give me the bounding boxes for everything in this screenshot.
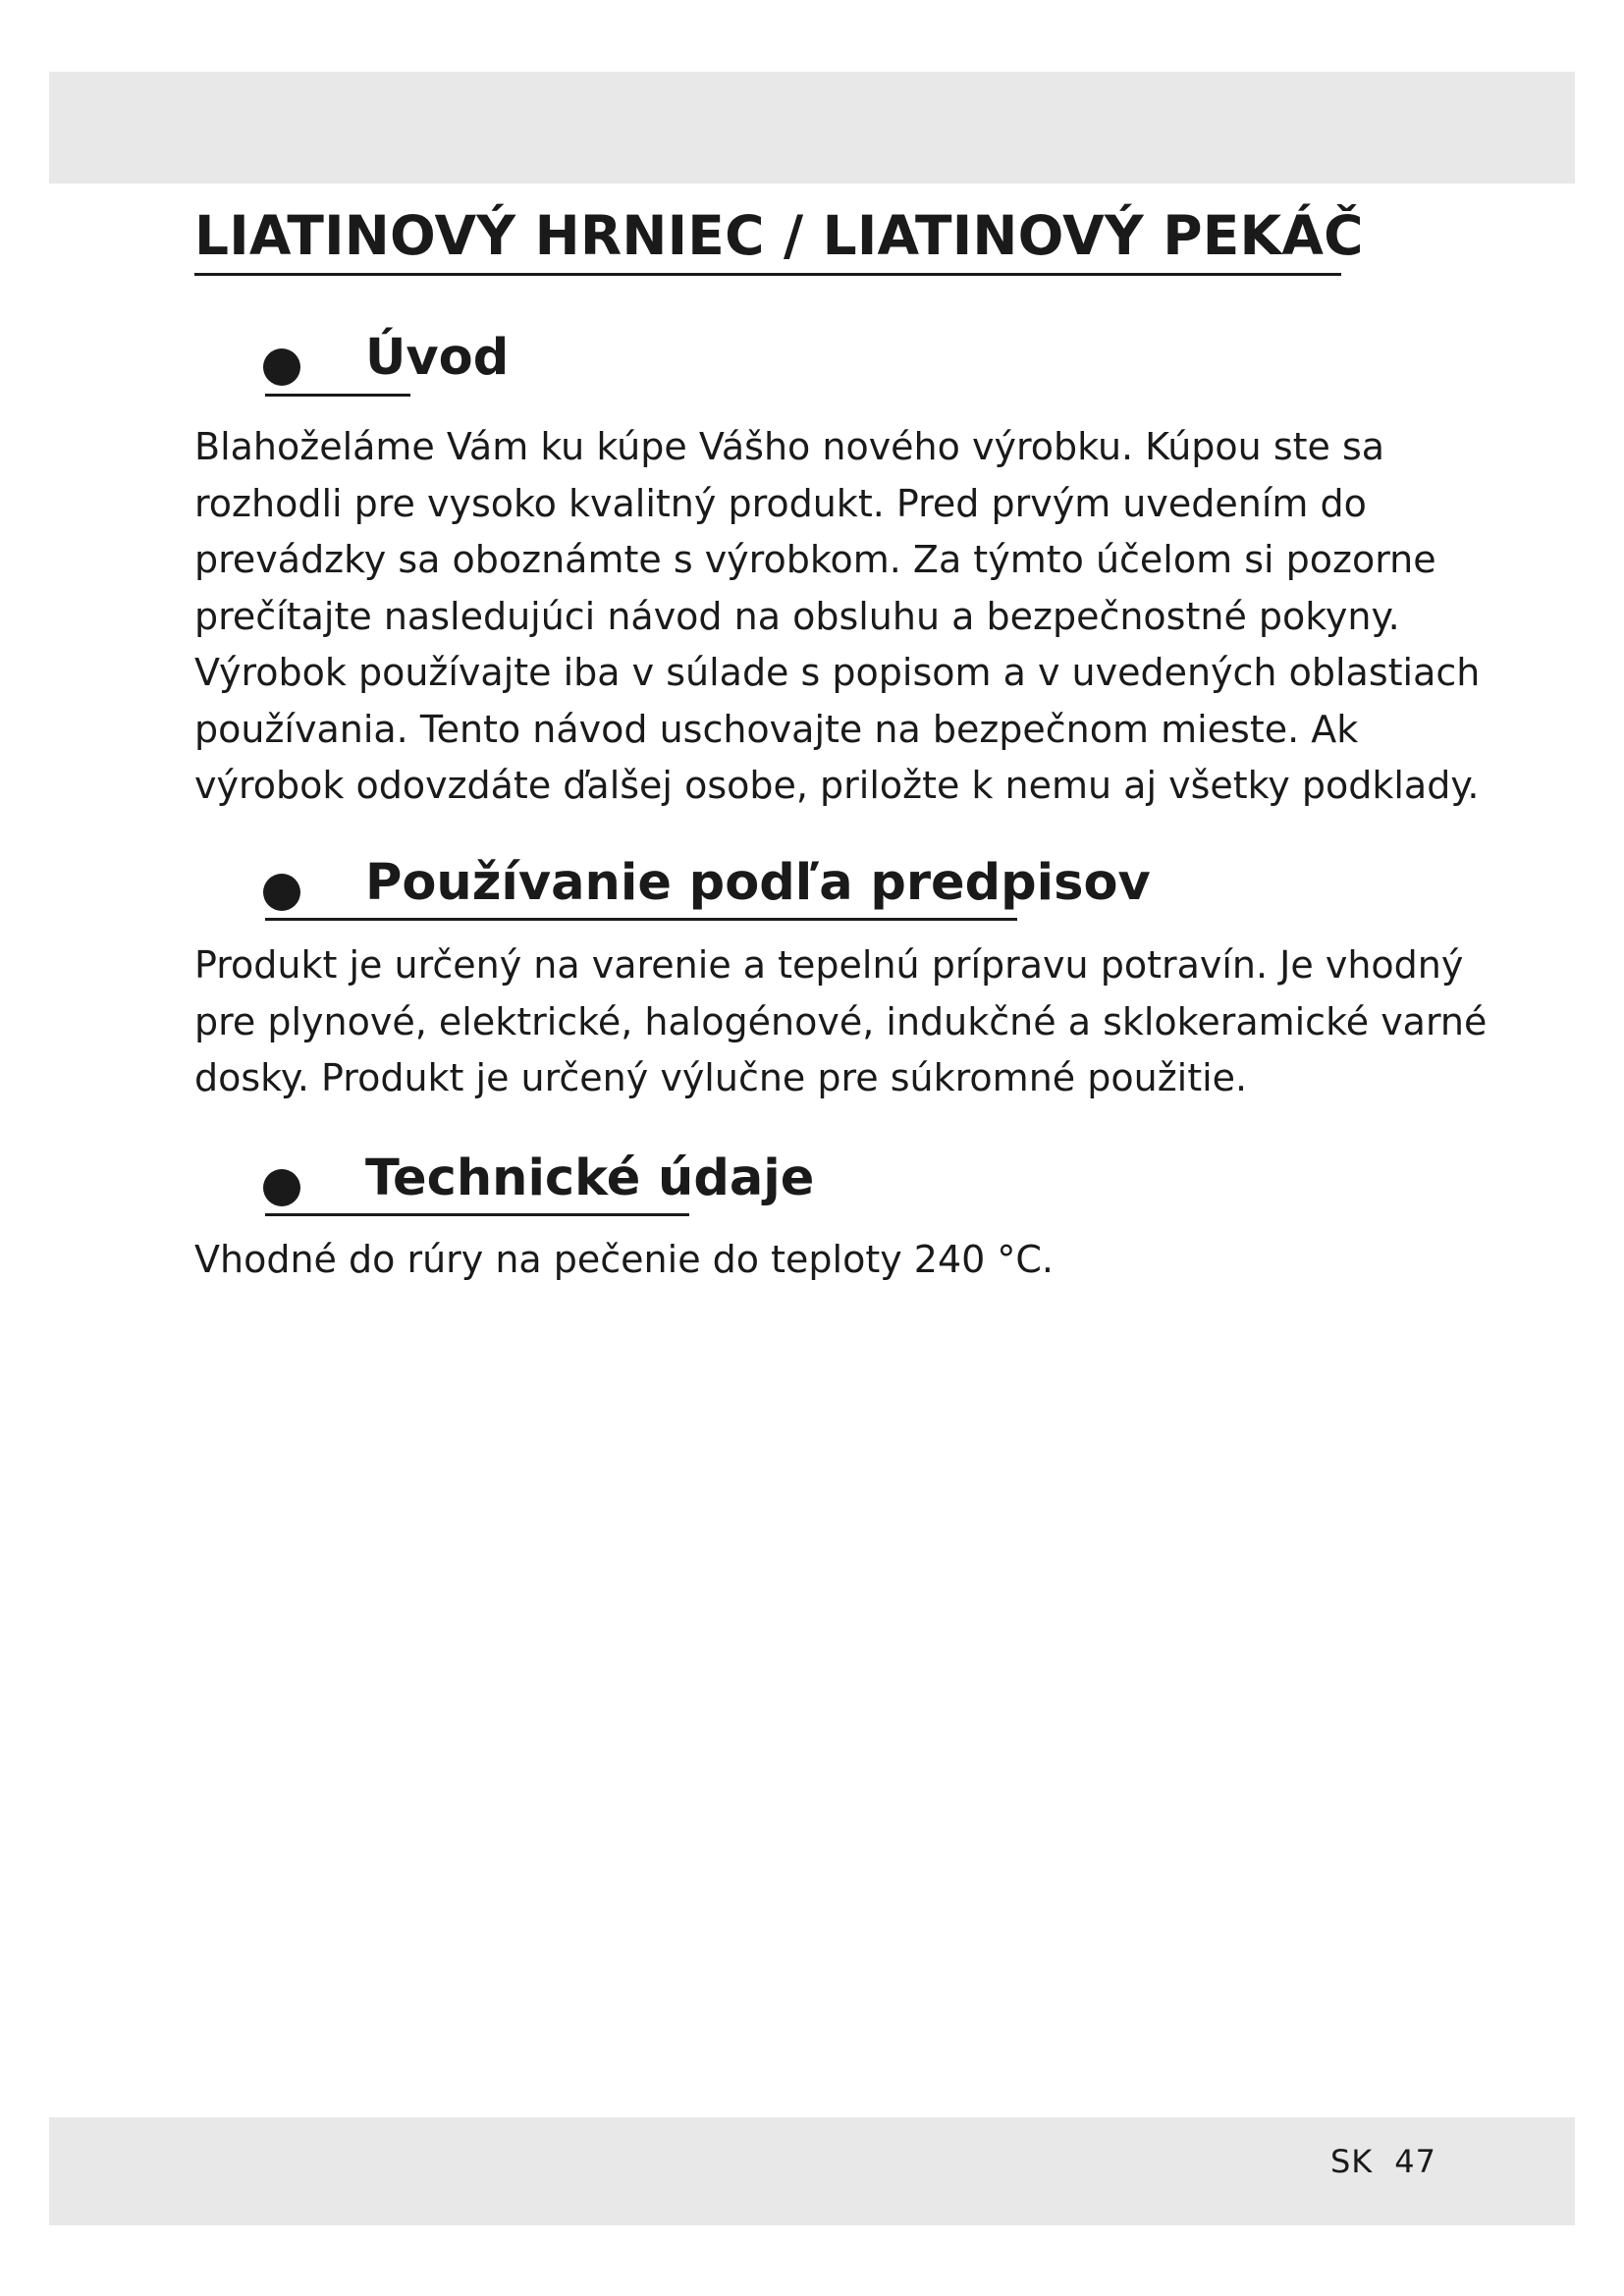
bullet-icon [263,1169,300,1206]
page-number [1330,2143,1436,2180]
section-heading-text: Technické údaje [365,1149,815,1207]
text-line: prečítajte nasledujúci návod na obsluhu a bezpečnostné pokyny. [194,594,1400,638]
language-code: SK [1329,2143,1374,2180]
section-underline [265,1213,689,1216]
section-body-uvod [194,419,1480,815]
section-body-pouzivanie [194,937,1487,1107]
section-heading-text: Úvod [365,329,510,387]
text-line: Produkt je určený na varenie a tepelnú prípravu potravín. Je vhodný [194,943,1464,987]
section-underline [265,394,410,397]
section-body-technicke [194,1232,1054,1289]
page-title: LIATINOVÝ HRNIEC / LIATINOVÝ PEKÁČ [194,204,1364,267]
text-line: Výrobok používajte iba v súlade s popisom a v uvedených oblastiach [194,651,1481,694]
bullet-icon [263,348,300,386]
text-line: Blahoželáme Vám ku kúpe Vášho nového výrobku. Kúpou ste sa [194,425,1385,468]
section-heading-text: Používanie podľa predpisov [365,854,1151,912]
bullet-icon [263,874,300,911]
page-index: 47 [1394,2143,1436,2180]
text-line: prevádzky sa oboznámte s výrobkom. Za týmto účelom si pozorne [194,538,1436,581]
header-band [49,72,1575,184]
text-line: pre plynové, elektrické, halogénové, indukčné a sklokeramické varné [194,999,1488,1043]
text-line: používania. Tento návod uschovajte na bezpečnom mieste. Ak [194,707,1359,751]
text-line: rozhodli pre vysoko kvalitný produkt. Pred prvým uvedením do [194,481,1367,525]
text-line: dosky. Produkt je určený výlučne pre súkromné použitie. [194,1056,1248,1099]
title-underline [194,273,1341,276]
text-line: Vhodné do rúry na pečenie do teploty 240 °C. [194,1238,1055,1281]
section-underline [265,918,1017,921]
text-line: výrobok odovzdáte ďalšej osobe, priložte k nemu aj všetky podklady. [194,764,1480,807]
